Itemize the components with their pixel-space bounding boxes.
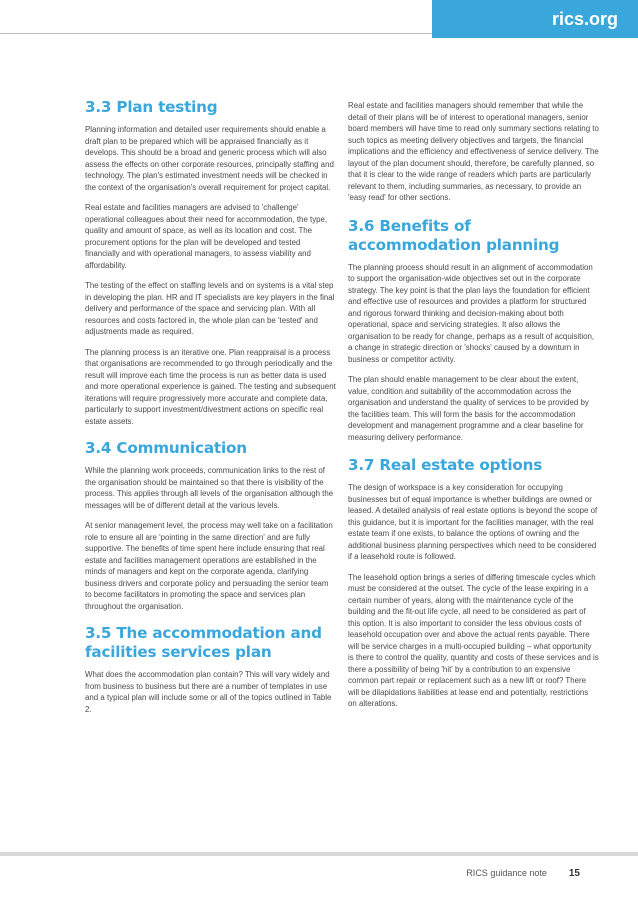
paragraph: Planning information and detailed user requirements should enable a draft plan to be prepared which will be appraised financially as it develops. This should be a broad and generic process which will also assess the effects on other corporate resources, principally staffing and technology. The plan's estimated investment needs will be checked in the context of the organisation's overall requirement for project capital. (85, 125, 334, 192)
section-3-5-heading: 3.5 The accommodation and facilities services plan (85, 624, 322, 661)
right-column (348, 100, 599, 719)
paragraph: While the planning work proceeds, communication links to the rest of the organisation should be maintained so that there is visibility of the process. This applies through all levels of the organisation although the messages will be of different detail at the various levels. (85, 466, 334, 510)
paragraph: The planning process should result in an alignment of accommodation to support the organisation-wide objectives set out in the corporate strategy. The key point is that the plan lays the foundation for efficient and effective use of resources and provides a platform for structured and rigorous forward thinking and decision-making about both operational, space and servicing strategies. It also allows the organisation to be ready for change, perhaps as a result of acquisition, a change in strategic direction or 'shocks' caused by a downturn in business or competitor activity. (348, 262, 595, 364)
section-3-3-heading: 3.3 Plan testing (85, 98, 218, 116)
paragraph: At senior management level, the process may well take on a facilitation role to ensure all are 'pointing in the same direction' and are fully supportive. The benefits of time spent here include ensuring that real estate and facilities management operations are established in the minds of managers and kept on the corporate agenda, clarifying business drivers and corporate policy and persuading the senior team to become facilitators in promoting the space and services plan throughout the organisation. (85, 521, 333, 611)
page-number: 15 (568, 868, 580, 879)
section-3-7-heading: 3.7 Real estate options (348, 456, 543, 474)
paragraph: The leasehold option brings a series of differing timescale cycles which must be considered at the outset. The cycle of the lease expiring in a certain number of years, along with the maintenance cycle of the building and the fit-out life cycle, all need to be considered as part of this option. It is also important to consider the less obvious costs of leasehold occupation over and above the actual rents payable. There will be service charges in a multi-occupied building – what opportunity is there to control the quality, quantity and costs of these services and is there a possibility of being 'hit' by a contribution to an expensive common part repair or replacement such as a new lift or roof? There will be dilapidations liabilities at lease end and potentially, restrictions on alterations. (348, 572, 599, 708)
paragraph: Real estate and facilities managers should remember that while the detail of their plans will be of interest to operational managers, senior board members will have time to read only summary sections relating to such topics as meeting delivery objectives and targets, the financial implications and the efficiency and effectiveness of service delivery. The layout of the plan document should, therefore, be carefully planned, so that it is clear to the wide range of readers which parts are particularly relevant to them, including summaries, as necessary, to provide an 'easy read' for other sections. (348, 101, 599, 202)
header-rule (0, 33, 432, 34)
page-footer (466, 868, 580, 879)
footer-rule (0, 852, 638, 856)
section-3-4-heading: 3.4 Communication (85, 439, 247, 457)
paragraph: The design of workspace is a key consideration for occupying businesses but of equal importance is whether buildings are owned or leased. A detailed analysis of real estate options is beyond the scope of this guidance, but it is important for the facilities manager, with the real estate team if one exists, to balance the options of owning and the additional business planning perspectives which need to be considered if a leasehold route is followed. (348, 483, 598, 561)
brand-tab[interactable] (432, 0, 638, 38)
paragraph: What does the accommodation plan contain? This will vary widely and from business to business but there are a number of templates in use and a typical plan will include some or all of the topics outlined in Table 2. (85, 670, 332, 714)
paragraph: The testing of the effect on staffing levels and on systems is a vital step in developing the plan. HR and IT specialists are key players in the final delivery and performance of the space and servicing plan. With all resources and costs factored in, the whole plan can be 'tested' and adjustments made as required. (85, 281, 335, 336)
brand-link[interactable]: rics.org (551, 8, 618, 29)
paragraph: Real estate and facilities managers are advised to 'challenge' operational colleagues about their need for accommodation, the type, quality and amount of space, as well as its location and cost. The procurement options for the plan will be developed and tested financially and with operational managers, to assess viability and affordability. (85, 203, 328, 270)
section-3-6-heading: 3.6 Benefits of accommodation planning (348, 216, 560, 254)
paragraph: The planning process is an iterative one. Plan reappraisal is a process that organisations are recommended to go through periodically and the result will improve each time the process is run as better data is used and more operational experience is gained. The testing and subsequent iterations will require progressively more accurate and complete data, particularly to support investment/divestment actions on specific real estate assets. (85, 347, 336, 426)
paragraph: The plan should enable management to be clear about the extent, value, condition and suitability of the accommodation across the organisation and understand the quality of services to be provided by the facilities team. This will form the basis for the accommodation development and management programme and a clear baseline for measuring delivery performance. (348, 375, 589, 442)
footer-label: RICS guidance note (466, 868, 547, 878)
left-column (85, 98, 336, 724)
